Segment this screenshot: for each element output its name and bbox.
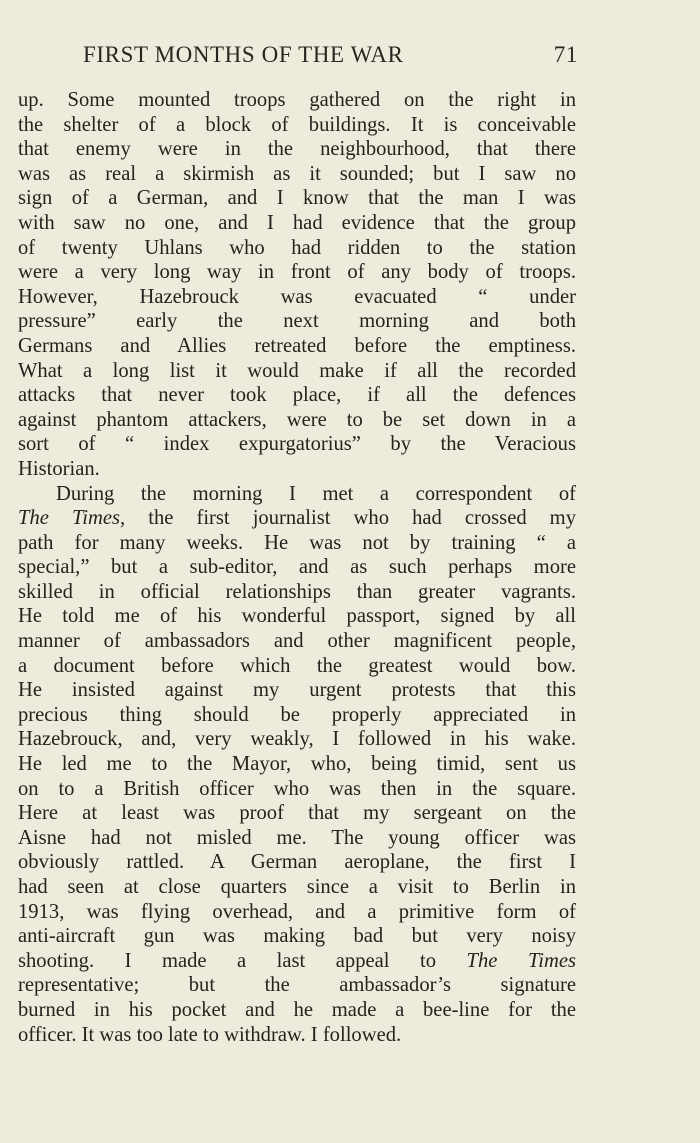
text-line: against phantom attackers, were to be set down in a <box>18 408 576 431</box>
text-line: He led me to the Mayor, who, being timid, sent us <box>18 753 576 776</box>
text-line: attacks that never took place, if all the defences <box>18 384 576 407</box>
page-number: 71 <box>553 42 578 67</box>
text-line: Aisne had not misled me. The young officer was <box>18 826 576 849</box>
text-line: anti-aircraft gun was making bad but very noisy <box>18 925 576 948</box>
text-line: path for many weeks. He was not by training “ a <box>18 531 576 554</box>
text-line: officer. It was too late to withdraw. I followed. <box>18 1023 402 1046</box>
text-line: obviously rattled. A German aeroplane, the first I <box>18 851 576 874</box>
text-line: Here at least was proof that my sergeant on the <box>18 802 576 825</box>
page-header <box>83 42 578 72</box>
text-line: special,” but a sub-editor, and as such perhaps more <box>18 556 576 579</box>
text-line: Historian. <box>18 457 100 480</box>
text-line: He insisted against my urgent protests that this <box>18 679 576 702</box>
text-line: had seen at close quarters since a visit to Berlin in <box>18 876 576 898</box>
text-line: that enemy were in the neighbourhood, that there <box>18 138 576 161</box>
text-line: However, Hazebrouck was evacuated “ under <box>18 285 576 308</box>
line-text: , the first journalist who had crossed my <box>120 507 577 530</box>
running-title: FIRST MONTHS OF THE WAR <box>83 42 404 67</box>
text-line: a document before which the greatest would bow. <box>18 654 576 677</box>
italic-title: The Times <box>466 949 577 972</box>
paragraph-start-text: During the morning I met a correspondent of <box>56 482 576 505</box>
text-line: was as real a skirmish as it sounded; but I saw no <box>18 162 576 185</box>
text-line: Germans and Allies retreated before the emptiness. <box>18 334 576 357</box>
italic-title: The Times <box>18 507 121 530</box>
text-line: 1913, was flying overhead, and a primitive form of <box>18 900 576 923</box>
text-line <box>18 506 576 531</box>
text-line <box>18 949 576 974</box>
text-line <box>18 482 576 507</box>
text-line: Hazebrouck, and, very weakly, I followed in his wake. <box>18 728 576 751</box>
text-line: burned in his pocket and he made a bee-line for the <box>18 998 576 1021</box>
text-line: of twenty Uhlans who had ridden to the station <box>18 236 576 259</box>
text-line: the shelter of a block of buildings. It is conceivable <box>18 113 576 136</box>
body-text <box>18 88 576 1047</box>
text-line: pressure” early the next morning and both <box>18 310 576 333</box>
text-line: were a very long way in front of any body of troops. <box>18 261 576 284</box>
text-line: on to a British officer who was then in the square. <box>18 777 576 800</box>
text-line: skilled in official relationships than greater vagrants. <box>18 580 576 603</box>
text-line: precious thing should be properly appreciated in <box>18 703 576 726</box>
text-line: He told me of his wonderful passport, signed by all <box>18 605 576 628</box>
line-text: shooting. I made a last appeal to <box>18 949 467 972</box>
text-line: manner of ambassadors and other magnificent people, <box>18 630 576 653</box>
text-line: sign of a German, and I know that the man I was <box>18 187 576 210</box>
text-line: up. Some mounted troops gathered on the right in <box>18 89 576 111</box>
text-line: representative; but the ambassador’s signature <box>18 974 576 997</box>
text-line: with saw no one, and I had evidence that the group <box>18 211 576 234</box>
text-line: What a long list it would make if all the recorded <box>18 359 576 382</box>
text-line: sort of “ index expurgatorius” by the Veracious <box>18 433 576 456</box>
